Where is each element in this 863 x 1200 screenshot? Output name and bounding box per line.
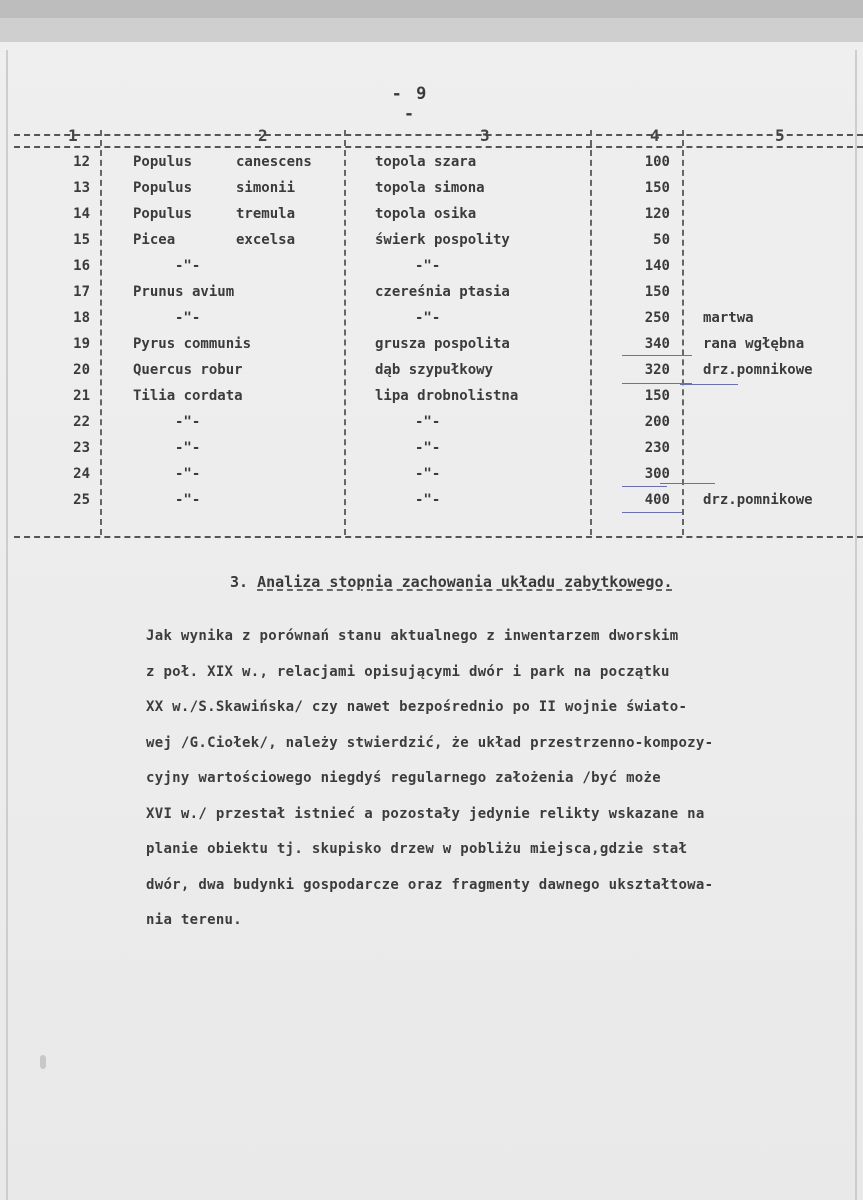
table-row <box>0 232 863 258</box>
cell-polish-name: dąb szypułkowy <box>375 362 494 378</box>
cell-latin-genus: -"- <box>175 492 201 508</box>
cell-latin-genus: Pyrus communis <box>133 336 252 352</box>
cell-number: 18 <box>73 310 90 326</box>
cell-age: 150 <box>644 180 670 196</box>
cell-number: 22 <box>73 414 90 430</box>
cell-polish-name: -"- <box>415 414 441 430</box>
pen-underline <box>622 355 692 356</box>
table-row <box>0 492 863 518</box>
paragraph-line: z poł. XIX w., relacjami opisującymi dwór i park na początku <box>146 663 670 680</box>
cell-number: 24 <box>73 466 90 482</box>
cell-latin-genus: -"- <box>175 414 201 430</box>
cell-polish-name: lipa drobnolistna <box>375 388 519 404</box>
cell-number: 16 <box>73 258 90 274</box>
cell-age: 150 <box>644 284 670 300</box>
paragraph-line: wej /G.Ciołek/, należy stwierdzić, że układ przestrzenno-kompozy- <box>146 734 714 751</box>
cell-number: 12 <box>73 154 90 170</box>
paragraph-line: XX w./S.Skawińska/ czy nawet bezpośrednio po II wojnie świato- <box>146 699 688 715</box>
cell-latin-genus: Picea <box>133 232 176 248</box>
cell-latin-genus: Populus <box>133 154 193 170</box>
cell-number: 14 <box>73 206 90 222</box>
cell-latin-genus: Prunus avium <box>133 284 235 300</box>
table-header-5: 5 <box>775 126 785 145</box>
paragraph-line: XVI w./ przestał istnieć a pozostały jedynie relikty wskazane na <box>146 805 705 822</box>
scan-top-edge <box>0 0 863 18</box>
cell-latin-genus: Populus <box>133 180 193 196</box>
table-header-rule <box>14 146 863 148</box>
cell-polish-name: topola simona <box>375 180 485 196</box>
paragraph-line: cyjny wartościowego niegdyś regularnego założenia /być może <box>146 770 661 786</box>
cell-polish-name: -"- <box>415 310 441 326</box>
cell-number: 25 <box>73 492 90 508</box>
paragraph-line: nia terenu. <box>146 912 243 928</box>
cell-age: 120 <box>644 206 670 222</box>
cell-number: 23 <box>73 440 90 456</box>
cell-number: 19 <box>73 336 90 352</box>
cell-note: martwa <box>703 310 754 326</box>
table-row <box>0 414 863 440</box>
cell-latin-species: simonii <box>236 180 296 196</box>
cell-age: 300 <box>644 466 670 482</box>
cell-polish-name: -"- <box>415 440 441 456</box>
table-top-rule <box>14 134 863 136</box>
paragraph-line: planie obiektu tj. skupisko drzew w pobliżu miejsca,gdzie stał <box>146 841 688 857</box>
cell-polish-name: -"- <box>415 466 441 482</box>
table-row <box>0 440 863 466</box>
table-row <box>0 284 863 310</box>
cell-number: 20 <box>73 362 90 378</box>
cell-latin-genus: -"- <box>175 258 201 274</box>
cell-age: 340 <box>644 336 670 352</box>
cell-latin-species: excelsa <box>236 232 296 248</box>
cell-latin-genus: Quercus robur <box>133 362 243 378</box>
pen-underline <box>622 486 667 487</box>
paragraph-line: Jak wynika z porównań stanu aktualnego z inwentarzem dworskim <box>146 628 679 644</box>
table-row <box>0 258 863 284</box>
table-row <box>0 466 863 492</box>
table-row <box>0 310 863 336</box>
cell-age: 150 <box>644 388 670 404</box>
cell-latin-genus: -"- <box>175 466 201 482</box>
section-heading <box>230 573 673 591</box>
cell-polish-name: -"- <box>415 258 441 274</box>
cell-latin-genus: Populus <box>133 206 193 222</box>
cell-number: 21 <box>73 388 90 404</box>
table-row <box>0 388 863 414</box>
cell-latin-species: canescens <box>236 154 312 170</box>
table-bottom-rule <box>14 536 863 538</box>
cell-polish-name: grusza pospolita <box>375 336 510 352</box>
cell-number: 13 <box>73 180 90 196</box>
cell-age: 230 <box>644 440 670 456</box>
cell-latin-genus: -"- <box>175 440 201 456</box>
section-number: 3. <box>230 573 249 591</box>
cell-latin-species: tremula <box>236 206 296 222</box>
table-row <box>0 206 863 232</box>
table-row <box>0 154 863 180</box>
page-number: - 9 - <box>391 84 429 124</box>
cell-age: 400 <box>644 492 670 508</box>
pen-underline <box>622 512 682 513</box>
cell-polish-name: -"- <box>415 492 441 508</box>
cell-number: 15 <box>73 232 90 248</box>
cell-age: 200 <box>644 414 670 430</box>
cell-polish-name: czereśnia ptasia <box>375 284 510 300</box>
table-row <box>0 180 863 206</box>
section-title: Analiza stopnia zachowania układu zabytkowego. <box>257 573 673 591</box>
table-header-2: 2 <box>258 126 268 145</box>
binder-hole-mark <box>40 1055 46 1069</box>
table-row <box>0 336 863 362</box>
cell-age: 140 <box>644 258 670 274</box>
cell-latin-genus: -"- <box>175 310 201 326</box>
cell-latin-genus: Tilia cordata <box>133 388 243 404</box>
cell-polish-name: topola osika <box>375 206 477 222</box>
cell-age: 320 <box>644 362 670 378</box>
table-header-1: 1 <box>68 126 78 145</box>
cell-age: 50 <box>653 232 670 248</box>
cell-note: drz.pomnikowe <box>703 362 813 378</box>
cell-age: 100 <box>644 154 670 170</box>
cell-note: drz.pomnikowe <box>703 492 813 508</box>
table-header-3: 3 <box>480 126 490 145</box>
pen-underline <box>680 384 738 385</box>
pen-underline <box>660 483 715 484</box>
table-header-4: 4 <box>650 126 660 145</box>
cell-age: 250 <box>644 310 670 326</box>
paragraph-line: dwór, dwa budynki gospodarcze oraz fragmenty dawnego ukształtowa- <box>146 876 714 893</box>
cell-note: rana wgłębna <box>703 336 805 352</box>
cell-polish-name: topola szara <box>375 154 477 170</box>
cell-number: 17 <box>73 284 90 300</box>
cell-polish-name: świerk pospolity <box>375 232 510 248</box>
